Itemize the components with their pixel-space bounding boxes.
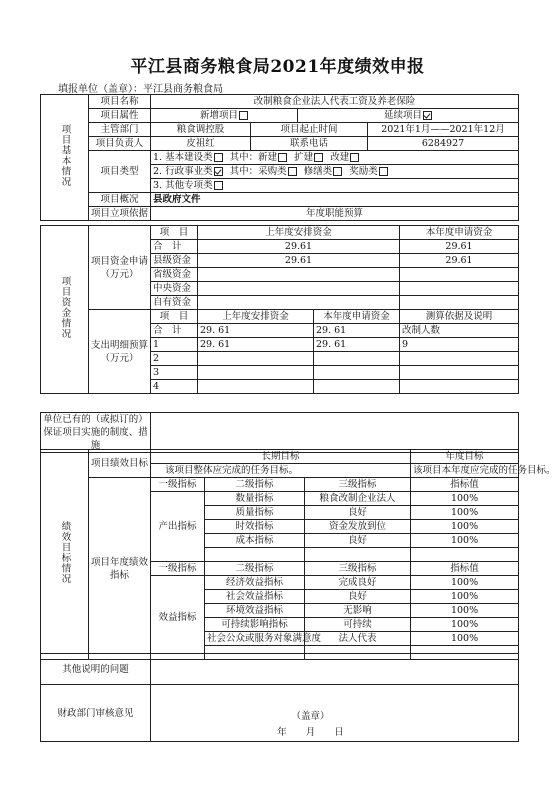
filler-unit: 填报单位（盖章）：平江县商务粮食局 (58, 84, 223, 95)
output-label: 产出指标 (151, 492, 205, 562)
type-new-checkbox[interactable] (278, 153, 287, 162)
funds-col-last: 上年度安排资金 (198, 226, 400, 240)
funds-row-last (198, 296, 400, 310)
budget-row-this: 29. 61 (314, 324, 400, 338)
indicator-label: 项目年度绩效指标 (89, 478, 151, 660)
output-blank (305, 548, 411, 562)
budget-col-basis: 测算依据及说明 (400, 310, 519, 324)
funds-row-last: 29.61 (198, 240, 400, 254)
benefit-v: 100% (411, 576, 519, 590)
funds-row-last (198, 282, 400, 296)
project-name-label: 项目名称 (89, 95, 151, 109)
benefit-l3: 完成良好 (305, 576, 411, 590)
output-v: 100% (411, 520, 519, 534)
leader-value: 皮祖红 (151, 137, 251, 151)
output-v: 100% (411, 506, 519, 520)
output-l2: 成本指标 (205, 534, 305, 548)
performance-table (40, 449, 556, 660)
budget-row-label: 4 (151, 380, 198, 394)
benefit-l3: 无影响 (305, 604, 411, 618)
budget-label: 支出明细预算（万元） (89, 310, 151, 394)
output-blank (205, 548, 305, 562)
type-row-1: 1. 基本建设类 其中：新建 扩建 改建 (151, 151, 519, 165)
budget-row-this (314, 366, 400, 380)
funds-row-label: 中央资金 (151, 282, 198, 296)
long-goal-label: 长期目标 (151, 450, 411, 464)
other-value[interactable] (151, 654, 519, 685)
funds-row-label: 县级资金 (151, 254, 198, 268)
benefit-v: 100% (411, 618, 519, 632)
output-v: 100% (411, 492, 519, 506)
basic-info-table (40, 94, 519, 221)
system-value[interactable] (151, 413, 519, 453)
attr-new: 新增项目 (151, 109, 298, 123)
budget-row-label: 合 计 (151, 324, 198, 338)
budget-col-this: 本年度申请资金 (314, 310, 400, 324)
year-goal-label: 年度目标 (411, 450, 519, 464)
budget-row-last (198, 352, 314, 366)
budget-col-item: 项 目 (151, 310, 198, 324)
benefit-label: 效益指标 (151, 576, 205, 660)
budget-row-basis (400, 352, 519, 366)
output-l3: 良好 (305, 506, 411, 520)
type-admin-checkbox[interactable] (214, 167, 223, 176)
review-table (40, 653, 519, 742)
output-h1: 一级指标 (151, 478, 205, 492)
period-label: 项目起止时间 (251, 123, 368, 137)
attr-new-checkbox[interactable] (239, 111, 248, 120)
budget-row-basis (400, 380, 519, 394)
funds-col-item: 项 目 (151, 226, 198, 240)
benefit-l3: 良好 (305, 590, 411, 604)
budget-row-label: 3 (151, 366, 198, 380)
budget-row-this (314, 352, 400, 366)
funds-row-last (198, 268, 400, 282)
type-other-checkbox[interactable] (214, 181, 223, 190)
dept-value: 粮食调控股 (151, 123, 251, 137)
budget-row-label: 2 (151, 352, 198, 366)
type-reward-checkbox[interactable] (379, 167, 388, 176)
type-expand-checkbox[interactable] (314, 153, 323, 162)
benefit-h1: 一级指标 (151, 562, 205, 576)
perf-goal-label: 项目绩效目标 (89, 450, 151, 478)
benefit-h2: 二级指标 (205, 562, 305, 576)
funds-row-this (400, 268, 519, 282)
finance-label: 财政部门审核意见 (41, 685, 151, 742)
benefit-l2: 环境效益指标 (205, 604, 305, 618)
system-table (40, 412, 519, 453)
basis-value: 年度职能预算 (151, 207, 519, 221)
benefit-l2: 社会效益指标 (205, 590, 305, 604)
funds-table (40, 225, 519, 394)
system-label: 单位已有的（或拟订的）保证项目实施的制度、措施 (41, 413, 151, 453)
phone-value: 6284927 (368, 137, 519, 151)
budget-row-basis: 改制人数 (400, 324, 519, 338)
funds-row-this (400, 282, 519, 296)
benefit-v: 100% (411, 632, 519, 646)
attr-continue-checkbox[interactable] (423, 111, 432, 120)
output-h2: 二级指标 (205, 478, 305, 492)
benefit-l2: 经济效益指标 (205, 576, 305, 590)
period-value: 2021年1月——2021年12月 (368, 123, 519, 137)
type-row-2: 2. 行政事业类 其中：采购类 修缮类 奖励类 (151, 165, 519, 179)
output-l3: 良好 (305, 534, 411, 548)
attr-continue: 延续项目 (298, 109, 519, 123)
benefit-l2: 社会公众或服务对象满意度 (205, 632, 305, 646)
benefit-v: 100% (411, 604, 519, 618)
long-goal-value: 该项目整体应完成的任务目标。 (151, 464, 411, 478)
benefit-h4: 指标值 (411, 562, 519, 576)
budget-row-this (314, 380, 400, 394)
year-goal-value: 该项目本年度应完成的任务目标。 (411, 464, 519, 478)
funds-section-label: 项目资金情况 (41, 226, 89, 394)
funds-row-label: 省级资金 (151, 268, 198, 282)
benefit-l3: 法人代表 (305, 632, 411, 646)
funds-row-last: 29.61 (198, 254, 400, 268)
output-h3: 三级指标 (305, 478, 411, 492)
output-l2: 质量指标 (205, 506, 305, 520)
output-l2: 数量指标 (205, 492, 305, 506)
funds-col-this: 本年度申请资金 (400, 226, 519, 240)
type-purchase-checkbox[interactable] (288, 167, 297, 176)
budget-row-this: 29. 61 (314, 338, 400, 352)
type-capital-checkbox[interactable] (214, 153, 223, 162)
benefit-h3: 三级指标 (305, 562, 411, 576)
project-name-value: 改制粮食企业法人代表工资及养老保险 (151, 95, 519, 109)
funds-row-label: 合 计 (151, 240, 198, 254)
funds-apply-label: 项目资金申请（万元） (89, 226, 151, 310)
stamp-label: （盖章） (291, 711, 330, 722)
budget-row-last: 29. 61 (198, 338, 314, 352)
type-rebuild-checkbox[interactable] (350, 153, 359, 162)
perf-section-label: 绩效目标情况 (41, 450, 89, 660)
output-h4: 指标值 (411, 478, 519, 492)
date-label: 年 月 日 (277, 727, 344, 738)
budget-col-last: 上年度安排资金 (198, 310, 314, 324)
type-label: 项目类型 (89, 151, 151, 193)
output-l3: 粮食改制企业法人 (305, 492, 411, 506)
budget-row-last (198, 380, 314, 394)
output-blank (411, 548, 519, 562)
budget-row-last (198, 366, 314, 380)
funds-row-label: 自有资金 (151, 296, 198, 310)
other-label: 其他说明的问题 (41, 654, 151, 685)
page-title: 平江县商务粮食局2021年度绩效申报 (130, 57, 425, 77)
budget-row-label: 1 (151, 338, 198, 352)
budget-row-basis: 9 (400, 338, 519, 352)
project-attr-label: 项目属性 (89, 109, 151, 123)
output-l2: 时效指标 (205, 520, 305, 534)
basic-section-label: 项目基本情况 (41, 95, 89, 221)
budget-row-basis (400, 366, 519, 380)
benefit-v: 100% (411, 590, 519, 604)
funds-row-this (400, 296, 519, 310)
output-l3: 资金发放到位 (305, 520, 411, 534)
type-row-3: 3. 其他专项类 (151, 179, 519, 193)
funds-row-this: 29.61 (400, 254, 519, 268)
type-repair-checkbox[interactable] (333, 167, 342, 176)
benefit-l3: 可持续 (305, 618, 411, 632)
benefit-l2: 可持续影响指标 (205, 618, 305, 632)
output-v: 100% (411, 534, 519, 548)
overview-value: 县政府文件 (151, 193, 519, 207)
funds-row-this: 29.61 (400, 240, 519, 254)
finance-value[interactable] (151, 685, 519, 742)
basis-label: 项目立项依据 (89, 207, 151, 221)
phone-label: 联系电话 (251, 137, 368, 151)
budget-row-last: 29. 61 (198, 324, 314, 338)
overview-label: 项目概况 (89, 193, 151, 207)
leader-label: 项目负责人 (89, 137, 151, 151)
dept-label: 主管部门 (89, 123, 151, 137)
